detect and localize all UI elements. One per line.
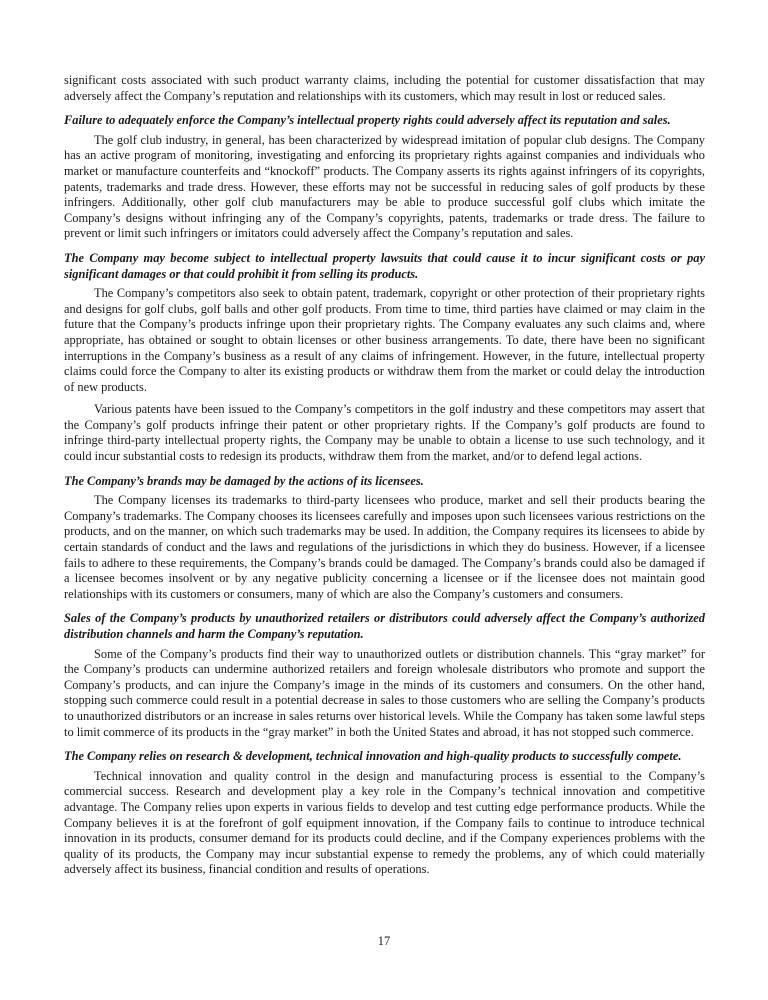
paragraph: Some of the Company’s products find their way to unauthorized outlets or distribution channels. This “gray market” for the Company’s products can undermine authorized retailers and foreign wholesale distributors who promote and support the Company’s products, and can injure the Company’s image in the minds of its customers and consumers. On the other hand, stopping such commerce could result in a potential decrease in sales to those customers who are selling the Company’s products to unauthorized distributors or an increase in sales returns over historical levels. While the Company has taken some lawful steps to limit commerce of its products in the “gray market” in both the United States and abroad, it has not stopped such commerce. (64, 646, 705, 739)
section-heading-research-development: The Company relies on research & development, technical innovation and high-quality products to successfully compete. (64, 749, 682, 764)
paragraph: Technical innovation and quality control in the design and manufacturing process is essential to the Company’s commercial success. Research and development play a key role in the Company’s technical innovation and competitive advantage. The Company relies upon experts in various fields to develop and test cutting edge performance products. While the Company believes it is at the forefront of golf equipment innovation, if the Company fails to continue to introduce technical innovation in its products, consumer demand for its products could decline, and if the Company experiences problems with the quality of its products, the Company may incur substantial expense to remedy the problems, any of which could materially adversely affect its business, financial condition and results of operations. (64, 768, 705, 877)
paragraph-continuation: significant costs associated with such product warranty claims, including the potential for customer dissatisfaction that may adversely affect the Company’s reputation and relationships with its customers, which may result in lost or reduced sales. (64, 73, 705, 103)
paragraph: The Company licenses its trademarks to third-party licensees who produce, market and sell their products bearing the Company’s trademarks. The Company chooses its licensees carefully and imposes upon such licensees various restrictions on the products, and on the manner, on which such trademarks may be used. In addition, the Company requires its licensees to abide by certain standards of conduct and the laws and regulations of the jurisdictions in which they do business. However, if a licensee fails to adhere to these requirements, the Company’s brands could be damaged. The Company’s brands could also be damaged if a licensee becomes insolvent or by any negative publicity concerning a licensee or if the licensee does not maintain good relationships with its customers or consumers, many of which are also the Company’s customers and consumers. (64, 493, 705, 601)
document-page (64, 73, 705, 878)
section-heading-licensees: The Company’s brands may be damaged by the actions of its licensees. (64, 473, 424, 488)
section-heading-ip-enforcement: Failure to adequately enforce the Company’s intellectual property rights could adversely affect its reputation and sales. (64, 113, 671, 128)
section-heading-ip-lawsuits: The Company may become subject to intellectual property lawsuits that could cause it to incur significant costs or pay significant damages or that could prohibit it from selling its products. (64, 250, 705, 281)
paragraph: The golf club industry, in general, has been characterized by widespread imitation of popular club designs. The Company has an active program of monitoring, investigating and enforcing its proprietary rights against companies and individuals who market or manufacture counterfeits and “knockoff” products. The Company asserts its rights against infringers of its copyrights, patents, trademarks and trade dress. However, these efforts may not be successful in reducing sales of golf products by these infringers. Additionally, other golf club manufacturers may be able to produce successful golf clubs which imitate the Company’s designs without infringing any of the Company’s copyrights, patents, trademarks or trade dress. The failure to prevent or limit such infringers or imitators could adversely affect the Company’s reputation and sales. (64, 132, 705, 241)
page-number: 17 (377, 934, 391, 948)
paragraph: Various patents have been issued to the Company’s competitors in the golf industry and these competitors may assert that the Company’s golf products infringe their patent or other proprietary rights. If the Company’s golf products are found to infringe third-party intellectual property rights, the Company may be unable to obtain a license to use such technology, and it could incur substantial costs to redesign its products, withdraw them from the market, and/or to defend legal actions. (64, 402, 705, 464)
section-heading-gray-market: Sales of the Company’s products by unauthorized retailers or distributors could adversely affect the Company’s authorized distribution channels and harm the Company’s reputation. (64, 611, 705, 641)
paragraph: The Company’s competitors also seek to obtain patent, trademark, copyright or other protection of their proprietary rights and designs for golf clubs, golf balls and other golf products. From time to time, third parties have claimed or may claim in the future that the Company’s products infringe upon their proprietary rights. The Company evaluates any such claims and, where appropriate, has obtained or sought to obtain licenses or other business arrangements. To date, there have been no significant interruptions in the Company’s business as a result of any claims of infringement. However, in the future, intellectual property claims could force the Company to alter its existing products or withdraw them from the market or could delay the introduction of new products. (64, 286, 705, 394)
